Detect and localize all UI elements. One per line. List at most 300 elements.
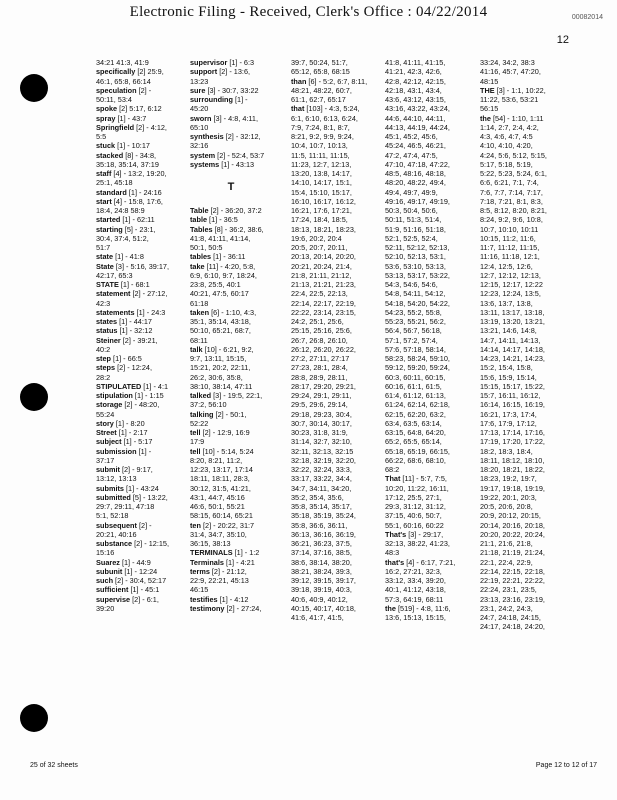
index-line: 48:20, 48:22, 49:4, [385, 178, 446, 188]
index-line: 17:13, 17:14, 17:16, [480, 428, 545, 437]
index-line: 17:9 [190, 437, 205, 447]
index-line: 45:1, 45:2, 45:6, [385, 132, 438, 141]
index-line: 35:8, 36:6, 36:11, [291, 520, 348, 530]
index-line: 17:6, 17:9, 17:12, [480, 418, 537, 428]
index-line: 60:16, 61:1, 61:5, [385, 381, 442, 391]
index-term: stacked [96, 150, 124, 160]
index-line: 42:18, 43:1, 43:4, [385, 85, 442, 95]
index-line: 11:5, 11:11, 11:15, [291, 150, 350, 160]
index-line: 15:4, 15:10, 15:17, [291, 187, 352, 197]
index-line: 20:13, 20:14, 20:20, [291, 252, 356, 262]
index-line: 48:3 [385, 548, 400, 558]
index-line: 8:24, 9:2, 9:6, 10:8, [480, 215, 543, 225]
index-line: 14:23, 14:21, 14:23, [480, 354, 545, 363]
index-line: 15:7, 16:11, 16:12, [480, 391, 541, 400]
index-term: talk [190, 344, 203, 354]
index-line: speculation [2] - [96, 85, 152, 95]
index-term: Steiner [96, 335, 121, 345]
index-line: 36:15, 38:13 [190, 539, 231, 548]
index-line: 13:6, 15:13, 15:15, [385, 613, 446, 622]
footer-sheets: 25 of 32 sheets [30, 762, 78, 769]
index-line: talked [3] - 19:5, 22:1, [190, 391, 263, 400]
index-line: status [1] - 32:12 [96, 326, 153, 336]
index-line: 8:5, 8:12, 8:20, 8:21, [480, 206, 547, 215]
index-line: 13:20, 13:8, 14:17, [291, 169, 352, 178]
footer-page-range: Page 12 to 12 of 17 [535, 762, 597, 769]
index-line: spoke [2] 5:17, 6:12 [96, 104, 162, 114]
index-line: support [2] - 13:6, [190, 67, 251, 77]
index-line: 20:20, 20:22, 20:24, [480, 529, 545, 539]
index-line: 12:15, 12:17, 12:22 [480, 280, 543, 289]
index-line: Tables [8] - 36:2, 38:6, [190, 224, 264, 234]
index-line: 35:2, 35:4, 35:6, [291, 492, 344, 502]
index-line: 39:20 [96, 603, 115, 613]
index-line: 50:10, 65:21, 68:7, [190, 326, 251, 336]
index-line: 55:24 [96, 409, 115, 419]
index-line [190, 197, 272, 206]
index-line: surrounding [1] - [190, 95, 248, 104]
index-line: sure [3] - 30:7, 33:22 [190, 85, 259, 95]
index-line: 16:14, 16:15, 16:19, [480, 400, 545, 410]
index-line: 28:2 [96, 372, 111, 382]
index-term: specifically [96, 67, 136, 77]
index-line: 21:8, 21:11, 21:12, [291, 270, 352, 280]
index-line: 19:6, 20:2, 20:4 [291, 233, 342, 243]
index-line: 39:18, 39:19, 40:3, [291, 585, 352, 595]
index-line: 51:7 [96, 243, 111, 252]
index-line: 8:20, 8:21, 11:2, [190, 455, 243, 465]
index-line: Street [1] - 2:17 [96, 428, 148, 437]
index-line: 32:18, 32:19, 32:20, [291, 455, 356, 465]
index-term: standard [96, 187, 127, 197]
index-line: 7:18, 7:21, 8:1, 8:3, [480, 196, 543, 206]
index-line: 46:6, 50:1, 55:21 [190, 502, 245, 511]
index-line: stipulation [1] - 1:15 [96, 391, 164, 400]
index-line: 47:2, 47:4, 47:5, [385, 150, 438, 160]
index-line: step [1] - 66:5 [96, 354, 142, 363]
index-column-3 [291, 58, 373, 622]
index-line: subunit [1] - 12:24 [96, 566, 158, 576]
index-line: 5:17, 5:18, 5:19, [480, 159, 533, 169]
page-stamp: 00082014 [571, 14, 603, 21]
index-line: 50:3, 50:4, 50:6, [385, 206, 438, 215]
binder-hole-bottom [20, 704, 48, 732]
index-term: that [291, 104, 305, 114]
index-term: That's [385, 529, 407, 539]
index-line: 11:16, 11:18, 12:1, [480, 252, 540, 262]
index-term: storage [96, 400, 123, 410]
index-line: start [4] - 15:8, 17:6, [96, 196, 163, 206]
index-line: 52:1, 52:5, 52:4, [385, 233, 438, 243]
index-line: 20:5, 20:7, 20:11, [291, 243, 348, 252]
index-line: taken [6] - 1:10, 4:3, [190, 307, 257, 317]
index-line: tell [10] - 5:14, 5:24 [190, 446, 254, 456]
index-line: that's [4] - 6:17, 7:21, [385, 557, 456, 567]
index-line: 13:11, 13:17, 13:18, [480, 307, 545, 317]
index-line: take [11] - 4:20, 5:8, [190, 261, 256, 271]
index-line: 5:5 [96, 132, 107, 141]
index-line [190, 169, 272, 178]
index-line: statement [2] - 27:12, [96, 289, 168, 299]
index-line: 16:2, 27:21, 32:3, [385, 566, 442, 576]
index-line: 42:3 [96, 298, 111, 308]
index-term: sufficient [96, 585, 129, 595]
index-term: than [291, 76, 307, 86]
index-line: 45:20 [190, 104, 209, 114]
index-term: sworn [190, 113, 212, 123]
index-term: status [96, 326, 118, 336]
index-line: 32:22, 32:24, 33:3, [291, 465, 352, 474]
index-term: Street [96, 428, 117, 437]
index-line: substance [2] - 12:15, [96, 539, 170, 548]
index-line: 18:4, 24:8 58:9 [96, 206, 145, 215]
index-line: 33:24, 34:2, 38:3 [480, 58, 535, 67]
index-line: 22:9, 22:21, 45:13 [190, 576, 249, 585]
index-term: submission [96, 446, 137, 456]
index-line: 12:23, 13:17, 17:14 [190, 465, 253, 474]
index-line: 18:20, 18:21, 18:22, [480, 465, 545, 474]
index-line: 22:22, 23:14, 23:15, [291, 307, 356, 317]
index-line: Terminals [1] - 4:21 [190, 557, 255, 567]
index-line: 53:13, 53:17, 53:22, [385, 270, 450, 280]
index-line: 30:7, 30:14, 30:17, [291, 418, 352, 428]
index-line: 39:12, 39:15, 39:17, [291, 576, 356, 585]
index-line: 21:13, 21:21, 21:23, [291, 280, 356, 289]
index-line: 34:21 41:3, 41:9 [96, 58, 149, 67]
index-line: 15:15, 15:17, 15:22, [480, 381, 545, 391]
index-line: 7:9, 7:24, 8:1, 8:7, [291, 122, 350, 132]
index-line: starting [5] - 23:1, [96, 224, 156, 234]
index-line: 14:10, 14:17, 15:1, [291, 178, 352, 188]
index-line: talking [2] - 50:1, [190, 409, 247, 419]
index-line: 36:13, 36:16, 36:19, [291, 529, 356, 539]
index-line: 13:21, 14:6, 14:8, [480, 326, 537, 336]
index-line: 4:3, 4:6, 4:7, 4:5 [480, 132, 533, 141]
index-line: 18:23, 19:2, 19:7, [480, 474, 537, 484]
index-line: 4:10, 4:10, 4:20, [480, 141, 533, 151]
index-term: statements [96, 307, 135, 317]
index-line: 28:17, 29:20, 29:21, [291, 381, 356, 391]
index-line: subsequent [2] - [96, 520, 152, 530]
index-line: 38:10, 38:14, 47:11 [190, 381, 253, 391]
index-line: 22:1, 22:4, 22:9, [480, 557, 533, 567]
index-line: 25:15, 25:16, 25:6, [291, 326, 352, 336]
index-line: 10:15, 11:2, 11:6, [480, 233, 536, 243]
index-line: 14:7, 14:11, 14:13, [480, 335, 541, 345]
index-line: 60:3, 60:11, 60:15, [385, 372, 446, 382]
index-line: Springfield [2] - 4:12, [96, 122, 167, 132]
index-term: state [96, 252, 114, 262]
index-line: 23:1, 24:2, 24:3, [480, 603, 533, 613]
index-line: 30:4, 37:4, 51:2, [96, 233, 149, 243]
index-line: such [2] - 30:4, 52:17 [96, 576, 167, 585]
index-line: 17:24, 18:4, 18:5, [291, 215, 348, 225]
index-line: 54:3, 54:6, 54:6, [385, 280, 438, 289]
index-term: tell [190, 428, 201, 437]
index-term: supervise [96, 594, 131, 604]
index-line: 38:21, 38:24, 39:3, [291, 566, 352, 576]
index-term: submits [96, 483, 124, 493]
index-line: 29:3, 31:12, 31:12, [385, 502, 446, 511]
index-line: 33:17, 33:22, 34:4, [291, 474, 352, 484]
page-header-title: Electronic Filing - Received, Clerk's Office : 04/22/2014 [129, 4, 488, 20]
index-line: supervisor [1] - 6:3 [190, 58, 255, 67]
index-line: 65:18, 65:19, 66:15, [385, 446, 450, 456]
index-line: 12:23, 12:24, 13:5, [480, 289, 541, 299]
index-line: the [519] - 4:8, 11:6, [385, 603, 451, 613]
index-term: tables [190, 252, 212, 262]
index-line: 19:22, 20:1, 20:3, [480, 492, 537, 502]
index-column-5 [480, 58, 562, 632]
index-term: that's [385, 557, 405, 567]
index-term: story [96, 418, 114, 428]
index-line: 23:8, 25:5, 40:1 [190, 280, 241, 289]
index-line: 11:23, 12:7, 12:13, [291, 159, 352, 169]
index-line: 20:21, 40:16 [96, 529, 137, 539]
index-line: supervise [2] - 6:1, [96, 594, 159, 604]
index-line: story [1] - 8:20 [96, 418, 145, 428]
index-line: 58:15, 60:14, 65:21 [190, 511, 253, 521]
index-line: 5:1, 52:18 [96, 511, 129, 521]
index-term: stuck [96, 141, 116, 151]
index-line: 51:9, 51:16, 51:18, [385, 224, 446, 234]
index-line: That's [3] - 29:17, [385, 529, 444, 539]
index-line: 11:7, 11:12, 11:15, [480, 243, 540, 252]
index-term: step [96, 354, 112, 363]
index-term: the [480, 113, 491, 123]
index-line: 13:19, 13:20, 13:21, [480, 317, 545, 326]
index-line: Table [2] - 36:20, 37:2 [190, 206, 262, 215]
index-term: Suarez [96, 557, 120, 567]
index-line: 16:21, 17:6, 17:21, [291, 206, 352, 215]
index-term: sure [190, 85, 206, 95]
page-number: 12 [556, 34, 569, 46]
index-line: 31:14, 32:7, 32:10, [291, 437, 352, 447]
index-line: 41:16, 45:7, 47:20, [480, 67, 541, 77]
index-line: 30:23, 31:8, 31:9, [291, 428, 348, 437]
index-line: 57:3, 64:19, 68:11 [385, 594, 444, 604]
index-line: 55:1, 60:16, 60:22 [385, 520, 444, 530]
index-line: STATE [1] - 68:1 [96, 280, 150, 289]
index-line: 48:5, 48:16, 48:18, [385, 169, 446, 178]
index-line: 38:6, 38:14, 38:20, [291, 557, 352, 567]
index-line: 66:22, 68:6, 68:10, [385, 455, 446, 465]
index-term: surrounding [190, 95, 233, 104]
index-line: 27:2, 27:11, 27:17 [291, 354, 350, 363]
index-line: 63:4, 63:5, 63:14, [385, 418, 442, 428]
index-line: 52:10, 52:13, 53:1, [385, 252, 446, 262]
index-line: 52:11, 52:12, 52:13, [385, 243, 450, 252]
index-line: standard [1] - 24:16 [96, 187, 162, 197]
index-line: 15:21, 20:2, 22:11, [190, 363, 251, 373]
index-line: 35:18, 35:14, 37:19 [96, 159, 159, 169]
index-term: system [190, 150, 216, 160]
index-line: 19:17, 19:18, 19:19, [480, 483, 545, 493]
index-line: 22:19, 22:21, 22:22, [480, 576, 545, 585]
index-term: subsequent [96, 520, 137, 530]
index-line: submit [2] - 9:17, [96, 465, 153, 474]
index-line: 68:2 [385, 465, 400, 474]
index-line: 43:16, 43:22, 43:24, [385, 104, 450, 114]
index-term: statement [96, 289, 131, 299]
index-line: 7:6, 7:7, 7:14, 7:17, [480, 187, 543, 197]
index-line: 37:17 [96, 455, 115, 465]
index-term: substance [96, 539, 133, 548]
index-line: 48:15 [480, 76, 499, 86]
index-line: 17:12, 25:5, 27:1, [385, 492, 442, 502]
index-line: 35:1, 35:14, 43:18, [190, 317, 251, 326]
index-line: 22:14, 22:15, 22:18, [480, 566, 545, 576]
index-line: state [1] - 41:8 [96, 252, 144, 262]
index-column-4 [385, 58, 467, 622]
index-line: 13:6, 13:7, 13:8, [480, 298, 533, 308]
index-line: 6:1, 6:10, 6:13, 6:24, [291, 113, 358, 123]
index-line: 6:6, 6:21, 7:1, 7:4, [480, 178, 539, 188]
index-term: support [190, 67, 218, 77]
index-line: 20:9, 20:12, 20:15, [480, 511, 541, 521]
index-line: 24:17, 24:18, 24:20, [480, 622, 545, 632]
index-line: specifically [2] 25:9, [96, 67, 164, 77]
index-line: 8:21, 9:2, 9:9, 9:24, [291, 132, 354, 141]
index-line: stuck [1] - 10:17 [96, 141, 150, 151]
index-term: STIPULATED [96, 381, 142, 391]
index-line: 61:4, 61:12, 61:13, [385, 391, 446, 400]
index-line: 22:14, 22:17, 22:19, [291, 298, 356, 308]
index-line: 57:1, 57:2, 57:4, [385, 335, 438, 345]
index-line: 62:15, 62:20, 63:2, [385, 409, 446, 419]
index-line: system [2] - 52:4, 53:7 [190, 150, 265, 160]
index-term: Springfield [96, 122, 135, 132]
index-line: 40:21, 47:5, 60:17 [190, 289, 249, 299]
index-line: 61:1, 62:7, 65:17 [291, 95, 346, 104]
index-term: synthesis [190, 132, 224, 141]
index-line: 43:1, 44:7, 45:16 [190, 492, 245, 502]
binder-hole-top [20, 74, 48, 102]
binder-hole-middle [20, 383, 48, 411]
index-line: 43:6, 43:12, 43:15, [385, 95, 446, 104]
index-term: tell [190, 446, 201, 456]
index-line: steps [2] - 12:24, [96, 363, 152, 373]
index-line: 42:17, 65:3 [96, 270, 133, 280]
index-line: 29:5, 29:6, 29:14, [291, 400, 348, 410]
index-line: spray [1] - 43:7 [96, 113, 147, 123]
index-line: 68:11 [190, 335, 208, 345]
index-line: 37:2, 56:10 [190, 400, 227, 410]
index-term: such [96, 576, 114, 585]
index-line: talk [10] - 6:21, 9:2, [190, 344, 254, 354]
index-line: 35:8, 35:14, 35:17, [291, 502, 352, 511]
index-line: synthesis [2] - 32:12, [190, 132, 261, 141]
index-line: sufficient [1] - 45:1 [96, 585, 160, 595]
index-line: 16:21, 17:3, 17:4, [480, 409, 537, 419]
index-line: subject [1] - 5:17 [96, 437, 153, 447]
index-line: 56:15 [480, 104, 499, 114]
index-term: talked [190, 391, 212, 400]
index-line: STIPULATED [1] - 4:1 [96, 381, 169, 391]
index-line: 22:4, 22:5, 22:13, [291, 289, 348, 299]
index-line: 10:4, 10:7, 10:13, [291, 141, 348, 151]
index-line: 46:15 [190, 585, 209, 595]
index-line: 59:12, 59:20, 59:24, [385, 363, 450, 373]
index-line: statements [1] - 24:3 [96, 307, 166, 317]
index-line: 50:1, 50:5 [190, 243, 223, 252]
index-term: THE [480, 85, 495, 95]
index-line: 15:6, 15:9, 15:14, [480, 372, 537, 382]
index-line: 28:8, 28:9, 28:11, [291, 372, 348, 382]
index-line: 15:2, 15:4, 15:8, [480, 363, 533, 373]
index-term: testimony [190, 603, 225, 613]
index-line: 39:7, 50:24, 51:7, [291, 58, 348, 67]
index-line: 24:7, 24:18, 24:15, [480, 613, 541, 622]
index-line: 40:2 [96, 344, 111, 354]
index-term: Table [190, 206, 209, 215]
index-line: 16:10, 16:17, 16:12, [291, 196, 356, 206]
index-line: the [54] - 1:10, 1:11 [480, 113, 544, 123]
index-term: TERMINALS [190, 548, 233, 558]
index-line: 36:21, 36:23, 37:5, [291, 539, 352, 548]
index-line: 33:12, 33:4, 39:20, [385, 576, 446, 585]
index-line: systems [1] - 43:13 [190, 159, 255, 169]
index-line: 15:16 [96, 548, 115, 558]
index-line: THE [3] - 1:1, 10:22, [480, 85, 546, 95]
index-line: submitted [5] - 13:22, [96, 492, 168, 502]
index-line: 24:2, 25:1, 25:6, [291, 317, 344, 326]
index-line: 13:12, 13:13 [96, 474, 137, 484]
index-term: testifies [190, 594, 218, 604]
index-line: 52:22 [190, 418, 209, 428]
index-line: 30:12, 31:5, 41:21, [190, 483, 251, 493]
index-line: testifies [1] - 4:12 [190, 594, 249, 604]
index-line: 37:14, 37:16, 38:5, [291, 548, 352, 558]
index-line: 50:11, 51:3, 51:4, [385, 215, 442, 225]
index-line: 42:8, 42:12, 42:15, [385, 76, 446, 86]
index-line: 58:23, 58:24, 59:10, [385, 354, 450, 363]
index-line: 45:24, 46:5, 46:21, [385, 141, 446, 151]
index-line: 40:15, 40:17, 40:18, [291, 603, 356, 613]
index-line: 25:1, 45:18 [96, 178, 133, 188]
index-term: the [385, 603, 396, 613]
index-term: starting [96, 224, 123, 234]
index-line: states [1] - 44:17 [96, 317, 152, 326]
index-line: 41:8, 41:11, 41:14, [190, 233, 251, 243]
index-line: 12:4, 12:5, 12:6, [480, 261, 533, 271]
index-line: 20:21, 20:24, 21:4, [291, 261, 352, 271]
index-term: steps [96, 363, 116, 373]
index-line: 55:23, 55:21, 56:2, [385, 317, 446, 326]
index-line: Steiner [2] - 39:21, [96, 335, 158, 345]
index-line: staff [4] - 13:2, 19:20, [96, 169, 167, 178]
index-line: 44:6, 44:10, 44:11, [385, 113, 446, 123]
index-line: 20:14, 20:16, 20:18, [480, 520, 545, 530]
index-line: tell [2] - 12:9, 16:9 [190, 428, 250, 437]
index-line: 26:12, 26:20, 26:22, [291, 344, 356, 354]
index-term: submit [96, 465, 120, 474]
index-line: storage [2] - 48:20, [96, 400, 160, 410]
index-line: 31:4, 34:7, 35:10, [190, 529, 247, 539]
index-line: 34:7, 34:11, 34:20, [291, 483, 352, 493]
index-line: 65:2, 65:5, 65:14, [385, 437, 442, 447]
index-line: that [103] - 4:3, 5:24, [291, 104, 360, 114]
index-line: 49:16, 49:17, 49:19, [385, 196, 450, 206]
index-line: 11:22, 53:6, 53:21 [480, 95, 539, 104]
index-line: Suarez [1] - 44:9 [96, 557, 151, 567]
index-line: 54:23, 55:2, 55:8, [385, 307, 442, 317]
index-term: taken [190, 307, 210, 317]
index-line: 23:13, 23:16, 23:19, [480, 594, 545, 604]
index-line: 56:4, 56:7, 56:18, [385, 326, 442, 336]
index-term: Tables [190, 224, 213, 234]
index-line: 10:20, 11:22, 16:11, [385, 483, 449, 493]
